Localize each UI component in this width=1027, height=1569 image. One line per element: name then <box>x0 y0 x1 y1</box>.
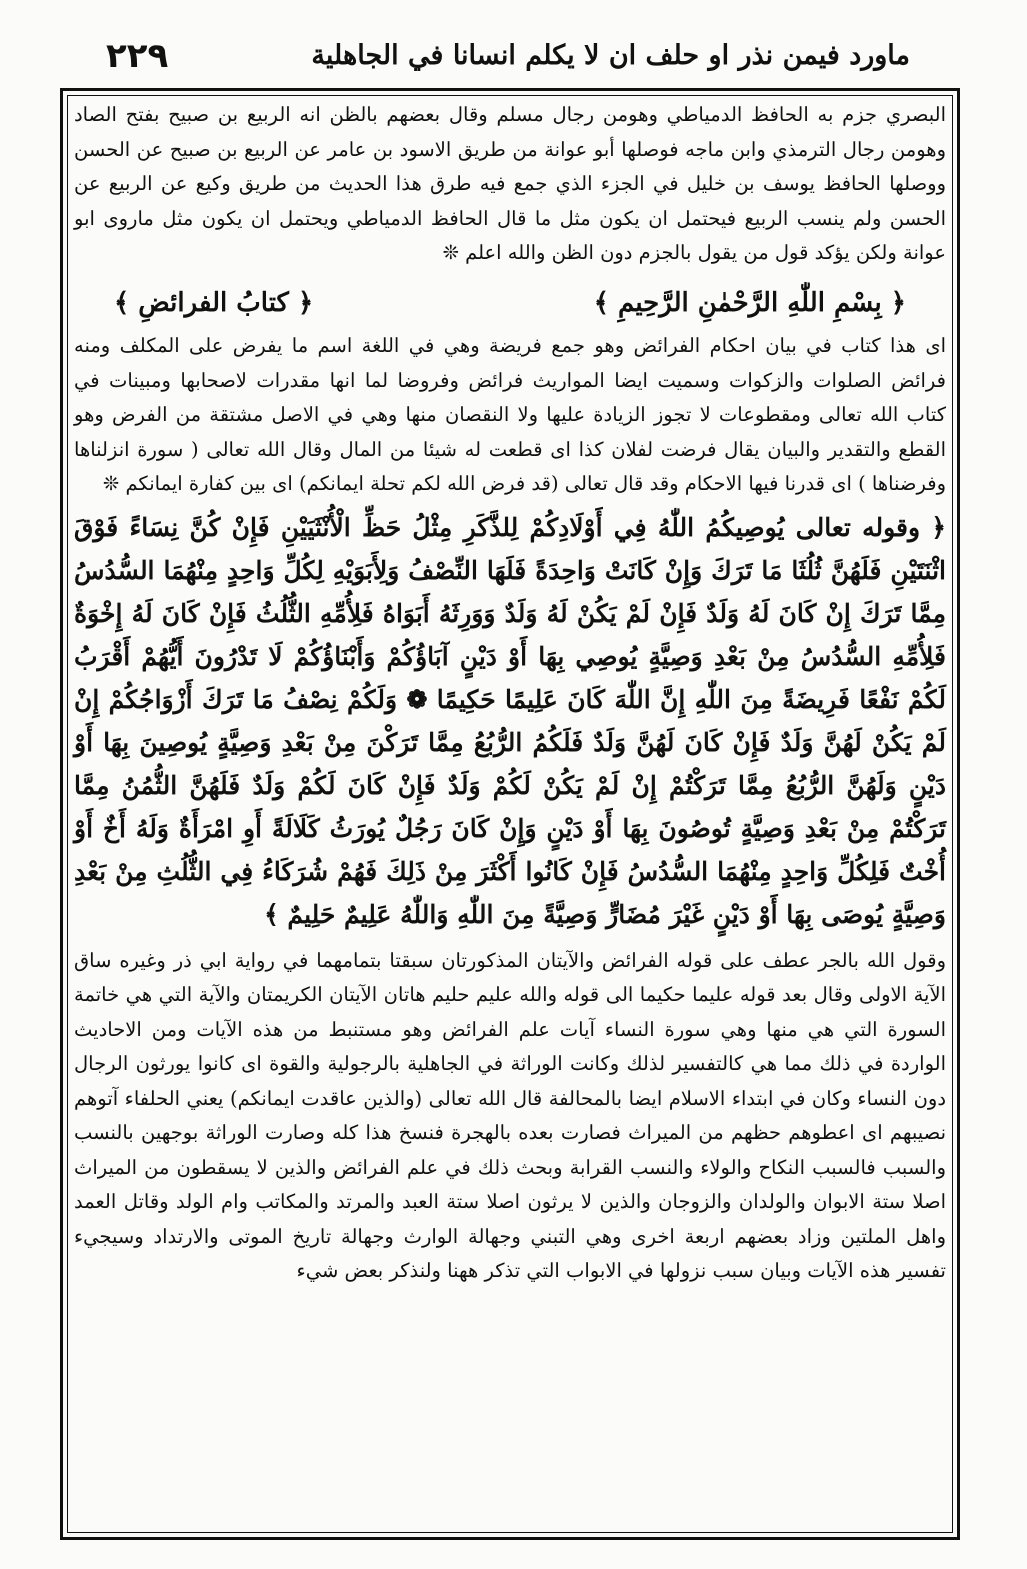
section-heading-row <box>74 271 946 329</box>
closing-paragraph: وقول الله بالجر عطف على قوله الفرائض والآيتان المذكورتان سبقتا بتمامهما في رواية ابي ذر وغيره ساق الآية الاولى وقال بعد قوله عليما حكيما الى قوله والله عليم حليم هاتان الآيتان الكريمتان والآية التي هي خاتمة السورة التي هي منها وهي سورة النساء آيات علم الفرائض وهو مستنبط من هذه الآيات ومن الاحاديث الواردة في ذلك مما هي كالتفسير لذلك وكانت الوراثة في الجاهلية بالرجولية والقوة اى كانوا يورثون الرجال دون النساء وكان في ابتداء الاسلام ايضا بالمحالفة قال الله تعالى (والذين عاقدت ايمانكم) يعني الحلفاء آتوهم نصيبهم اى اعطوهم حظهم من الميراث فصارت بعده بالهجرة فنسخ هذا كله وصارت الوراثة بوجهين بالنسب والسبب فالسبب النكاح والولاء والنسب القرابة وبحث ذلك في علم الفرائض والذين لا يسقطون من الميراث اصلا ستة الابوان والولدان والزوجان والذين لا يرثون اصلا ستة العبد والمرتد والمكاتب وام الولد وقاتل العمد واهل الملتين وزاد بعضهم اربعة اخرى وهي التبني وجهالة الوارث وجهالة تاريخ الموتى والارتداد وسيجيء تفسير هذه الآيات وبيان سبب نزولها في الابواب التي تذكر ههنا ولنذكر بعض شيء <box>74 948 946 1283</box>
commentary-paragraph: اى هذا كتاب في بيان احكام الفرائض وهو جمع فريضة وهي في اللغة اسم ما يفرض على المكلف ومنه فرائض الصلوات والزكوات وسميت ايضا المواريث فرائض وفروضا لما انها مقدرات لاصحابها ومبينات في كتاب الله تعالى ومقطوعات لا تجوز الزيادة عليها ولا النقصان منها وهي في الاصل مشتقة من الفرض وهو القطع والتقدير والبيان يقال فرضت لفلان كذا اى قطعت له شيئا من المال وقال الله تعالى ( سورة انزلناها وفرضناها ) اى قدرنا فيها الاحكام وقد قال تعالى (قد فرض الله لكم تحلة ايمانكم) اى بين كفارة ايمانكم ❊ <box>74 333 946 496</box>
book-title-heading: ﴿ كتابُ الفرائضِ ﴾ <box>114 287 314 318</box>
intro-paragraph: البصري جزم به الحافظ الدمياطي وهومن رجال مسلم وقال بعضهم بالظن انه الربيع بن صبيح بفتح الصاد وهومن رجال الترمذي وابن ماجه فوصلها أبو عوانة من طريق الاسود بن عامر عن الربيع بن صبيح عن الحسن ووصلها الحافظ يوسف بن خليل في الجزء الذي جمع فيه طرق هذا الحديث من طريق وكيع عن الربيع عن الحسن ولم ينسب الربيع فيحتمل ان يكون مثل ما قال الحافظ الدمياطي ويحتمل ان يكون مثل ماروى ابو عوانة ولكن يؤكد قول من يقول بالجزم دون الظن والله اعلم ❊ <box>74 103 946 265</box>
basmala-heading: ﴿ بِسْمِ اللّٰهِ الرَّحْمٰنِ الرَّحِيمِ ﴾ <box>593 287 906 318</box>
page-number: ٢٢٩ <box>106 36 169 76</box>
running-title: ماورد فيمن نذر او حلف ان لا يكلم انسانا في الجاهلية <box>311 40 910 71</box>
quran-verse-paragraph: ﴿ وقوله تعالى يُوصِيكُمُ اللّٰهُ فِي أَوْلَادِكُمْ لِلذَّكَرِ مِثْلُ حَظِّ الْأُنْثَيَيْنِ فَإِنْ كُنَّ نِسَاءً فَوْقَ اثْنَتَيْنِ فَلَهُنَّ ثُلُثَا مَا تَرَكَ وَإِنْ كَانَتْ وَاحِدَةً فَلَهَا النِّصْفُ وَلِأَبَوَيْهِ لِكُلِّ وَاحِدٍ مِنْهُمَا السُّدُسُ مِمَّا تَرَكَ إِنْ كَانَ لَهُ وَلَدٌ فَإِنْ لَمْ يَكُنْ لَهُ وَلَدٌ وَوَرِثَهُ أَبَوَاهُ فَلِأُمِّهِ الثُّلُثُ فَإِنْ كَانَ لَهُ إِخْوَةٌ فَلِأُمِّهِ السُّدُسُ مِنْ بَعْدِ وَصِيَّةٍ يُوصِي بِهَا أَوْ دَيْنٍ آبَاؤُكُمْ وَأَبْنَاؤُكُمْ لَا تَدْرُونَ أَيُّهُمْ أَقْرَبُ لَكُمْ نَفْعًا فَرِيضَةً مِنَ اللّٰهِ إِنَّ اللّٰهَ كَانَ عَلِيمًا حَكِيمًا ❁ وَلَكُمْ نِصْفُ مَا تَرَكَ أَزْوَاجُكُمْ إِنْ لَمْ يَكُنْ لَهُنَّ وَلَدٌ فَإِنْ كَانَ لَهُنَّ وَلَدٌ فَلَكُمُ الرُّبُعُ مِمَّا تَرَكْنَ مِنْ بَعْدِ وَصِيَّةٍ يُوصِينَ بِهَا أَوْ دَيْنٍ وَلَهُنَّ الرُّبُعُ مِمَّا تَرَكْتُمْ إِنْ لَمْ يَكُنْ لَكُمْ وَلَدٌ فَإِنْ كَانَ لَكُمْ وَلَدٌ فَلَهُنَّ الثُّمُنُ مِمَّا تَرَكْتُمْ مِنْ بَعْدِ وَصِيَّةٍ تُوصُونَ بِهَا أَوْ دَيْنٍ وَإِنْ كَانَ رَجُلٌ يُورَثُ كَلَالَةً أَوِ امْرَأَةٌ وَلَهُ أَخٌ أَوْ أُخْتٌ فَلِكُلِّ وَاحِدٍ مِنْهُمَا السُّدُسُ فَإِنْ كَانُوا أَكْثَرَ مِنْ ذَلِكَ فَهُمْ شُرَكَاءُ فِي الثُّلُثِ مِنْ بَعْدِ وَصِيَّةٍ يُوصَى بِهَا أَوْ دَيْنٍ غَيْرَ مُضَارٍّ وَصِيَّةً مِنَ اللّٰهِ وَاللّٰهُ عَلِيمٌ حَلِيمٌ ﴾ <box>74 512 946 929</box>
page-header <box>70 34 960 82</box>
page-body <box>74 98 946 1289</box>
